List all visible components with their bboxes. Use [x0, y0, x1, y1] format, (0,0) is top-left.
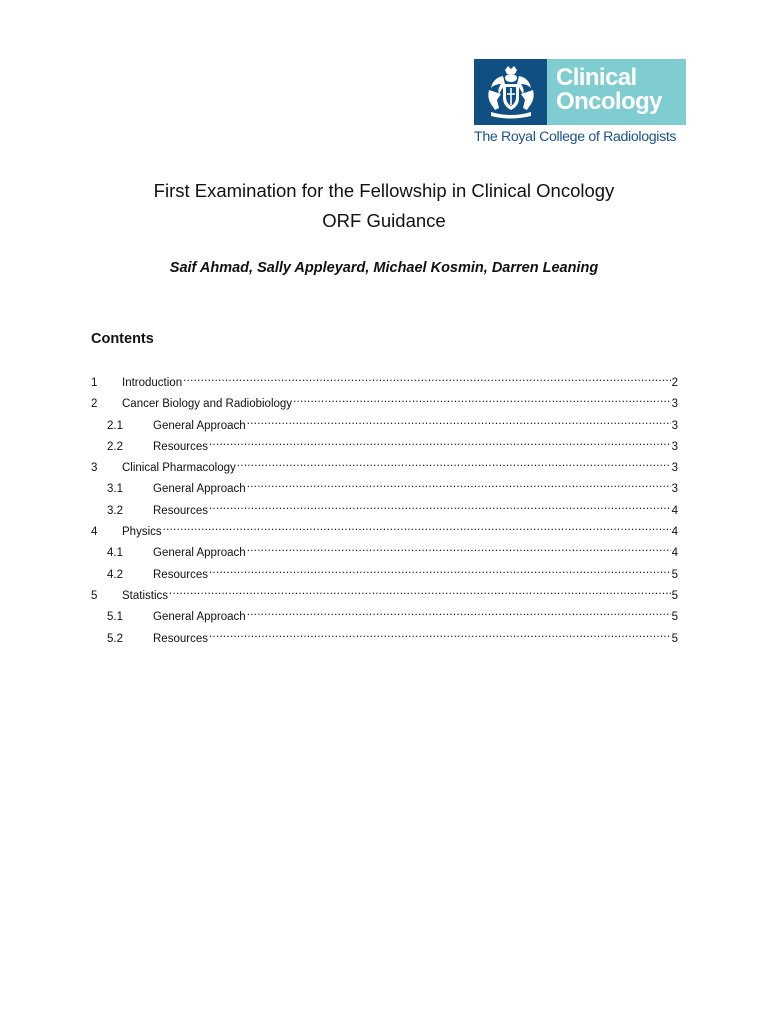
toc-leader — [209, 500, 671, 514]
toc-number: 4.2 — [107, 568, 123, 581]
toc-leader — [247, 606, 671, 620]
toc-number: 3.2 — [107, 504, 123, 517]
logo-line-oncology: Oncology — [556, 88, 662, 115]
toc-title: Statistics — [122, 589, 169, 602]
contents-heading: Contents — [91, 331, 154, 347]
toc-leader — [209, 436, 671, 450]
toc-leader — [163, 521, 671, 535]
toc-page-number: 3 — [671, 419, 678, 432]
toc-page-number: 3 — [671, 398, 678, 411]
toc-page-number: 5 — [671, 589, 678, 602]
toc-leader — [209, 564, 671, 578]
toc-title: General Approach — [153, 547, 246, 560]
toc-number: 4.1 — [107, 547, 123, 560]
toc-page-number: 5 — [671, 568, 678, 581]
title-line-2: ORF Guidance — [322, 210, 446, 231]
toc-number: 5 — [91, 589, 98, 602]
toc-entry[interactable] — [91, 542, 678, 563]
toc-page-number: 3 — [671, 440, 678, 453]
toc-entry[interactable] — [91, 585, 678, 606]
toc-leader — [183, 372, 670, 386]
toc-entry[interactable] — [91, 500, 678, 521]
toc-leader — [247, 415, 671, 429]
toc-leader — [209, 628, 671, 642]
toc-title: General Approach — [153, 483, 246, 496]
toc-number: 2 — [91, 398, 98, 411]
toc-entry[interactable] — [91, 415, 678, 436]
toc-entry[interactable] — [91, 564, 678, 585]
toc-page-number: 2 — [671, 377, 678, 389]
toc-leader — [247, 542, 671, 556]
toc-title: General Approach — [153, 611, 246, 624]
toc-entry[interactable] — [91, 436, 678, 457]
toc-number: 4 — [91, 526, 98, 539]
toc-number: 5.1 — [107, 611, 123, 624]
college-name: The Royal College of Radiologists — [474, 129, 677, 145]
toc-title: Clinical Pharmacology — [122, 462, 236, 475]
logo-wordmark — [547, 59, 686, 125]
toc-entry[interactable] — [91, 606, 678, 627]
toc-page-number: 3 — [671, 483, 678, 496]
toc-title: General Approach — [153, 419, 246, 432]
title-line-1: First Examination for the Fellowship in Clinical Oncology — [153, 180, 615, 201]
toc-entry[interactable] — [91, 478, 678, 499]
toc-entry[interactable] — [91, 372, 678, 393]
table-of-contents — [91, 372, 678, 649]
rcr-logo — [474, 59, 686, 145]
toc-title: Resources — [153, 568, 208, 581]
toc-entry[interactable] — [91, 521, 678, 542]
toc-leader — [293, 393, 671, 407]
toc-page-number: 4 — [671, 547, 678, 560]
toc-title: Resources — [153, 440, 208, 453]
toc-title: Introduction — [122, 377, 183, 389]
toc-title: Physics — [122, 526, 162, 539]
toc-number: 3.1 — [107, 483, 123, 496]
toc-leader — [247, 478, 671, 492]
toc-page-number: 3 — [671, 462, 678, 475]
logo-banner — [474, 59, 686, 125]
toc-number: 2.2 — [107, 440, 123, 453]
toc-page-number: 4 — [671, 526, 678, 539]
toc-leader — [237, 457, 671, 471]
coat-of-arms-icon — [474, 59, 547, 125]
toc-entry[interactable] — [91, 393, 678, 414]
author-list: Saif Ahmad, Sally Appleyard, Michael Kosmin, Darren Leaning — [169, 260, 599, 276]
toc-entry[interactable] — [91, 628, 678, 649]
toc-leader — [169, 585, 671, 599]
toc-entry[interactable] — [91, 457, 678, 478]
toc-title: Resources — [153, 504, 208, 517]
toc-page-number: 4 — [671, 504, 678, 517]
toc-number: 3 — [91, 462, 98, 475]
toc-number: 1 — [91, 377, 98, 389]
logo-line-clinical: Clinical — [556, 64, 637, 91]
toc-page-number: 5 — [671, 611, 678, 624]
toc-page-number: 5 — [671, 632, 678, 645]
toc-number: 5.2 — [107, 632, 123, 645]
toc-title: Cancer Biology and Radiobiology — [122, 398, 293, 411]
document-title — [0, 176, 768, 236]
toc-number: 2.1 — [107, 419, 123, 432]
toc-title: Resources — [153, 632, 208, 645]
